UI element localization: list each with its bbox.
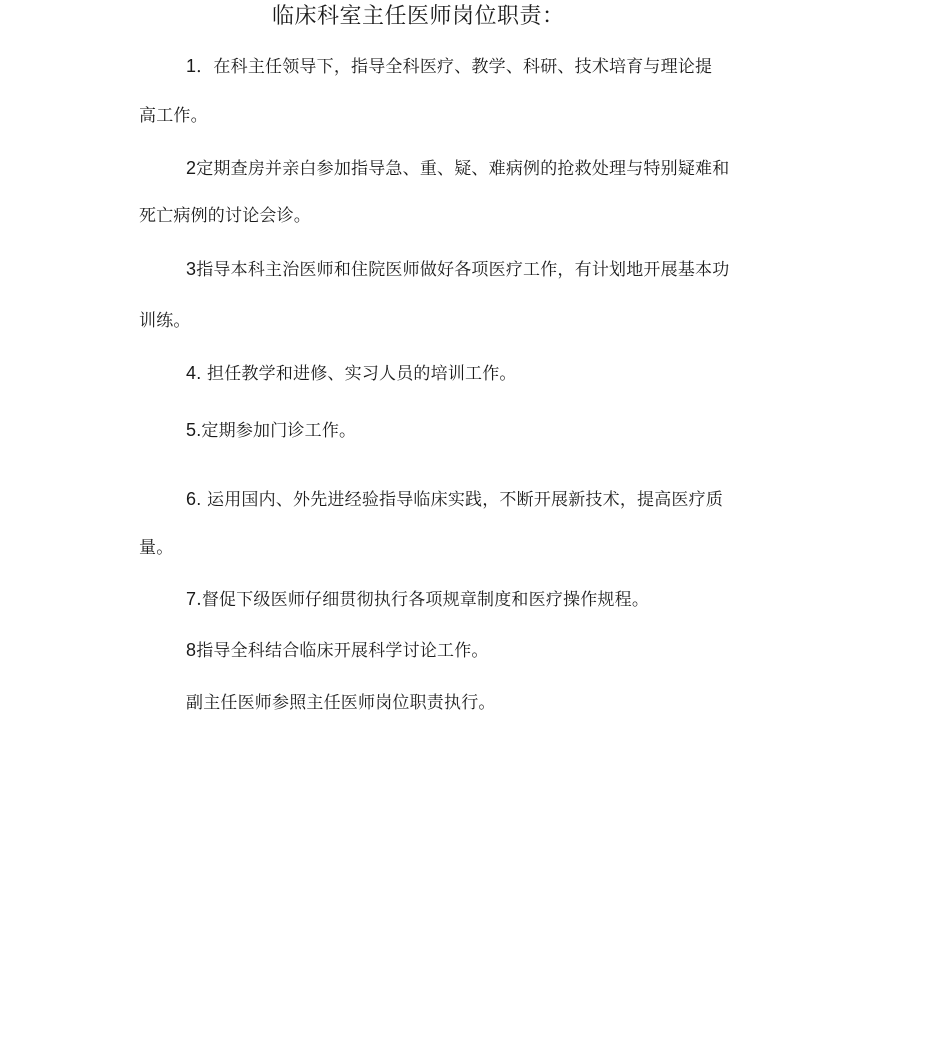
item-5-text: 定期参加门诊工作。 [201, 421, 357, 441]
item-7-line-1 [186, 587, 649, 612]
item-6-line-1 [186, 487, 723, 512]
item-3-line-2: 训练。 [139, 311, 191, 331]
item-8-text: 指导全科结合临床开展科学讨论工作。 [196, 641, 489, 661]
item-1-text: ．在科主任领导下，指导全科医疗、教学、科研、技术培育与理论提 [196, 57, 713, 77]
item-3-line-1 [186, 257, 729, 282]
item-5-line-1 [186, 418, 356, 443]
item-2-line-2: 死亡病例的讨论会诊。 [139, 206, 311, 226]
item-8-line-1 [186, 638, 489, 663]
item-1-number: 1 [186, 56, 197, 76]
item-1-line-2: 高工作。 [139, 106, 208, 126]
item-5-number: 5. [186, 420, 202, 440]
item-4-number: 4. [186, 363, 202, 383]
document-title: 临床科室主任医师岗位职责： [272, 4, 565, 29]
item-4-line-1 [186, 361, 517, 386]
item-4-text: 担任教学和进修、实习人员的培训工作。 [201, 364, 517, 384]
closing-note: 副主任医师参照主任医师岗位职责执行。 [186, 693, 496, 713]
item-2-line-1 [186, 156, 729, 181]
item-6-line-2: 量。 [139, 538, 174, 558]
item-6-text: 运用国内、外先进经验指导临床实践，不断开展新技术，提高医疗质 [201, 490, 724, 510]
item-2-text: 定期查房并亲白参加指导急、重、疑、难病例的抢救处理与特别疑难和 [196, 159, 730, 179]
item-8-number: 8 [186, 640, 197, 660]
item-3-text: 指导本科主治医师和住院医师做好各项医疗工作，有计划地开展基本功 [196, 260, 730, 280]
item-6-number: 6. [186, 489, 202, 509]
item-7-text: .督促下级医师仔细贯彻执行各项规章制度和医疗操作规程。 [196, 590, 650, 610]
item-3-number: 3 [186, 259, 197, 279]
item-7-number: 7 [186, 589, 197, 609]
item-2-number: 2 [186, 158, 197, 178]
item-1-line-1 [186, 54, 712, 79]
